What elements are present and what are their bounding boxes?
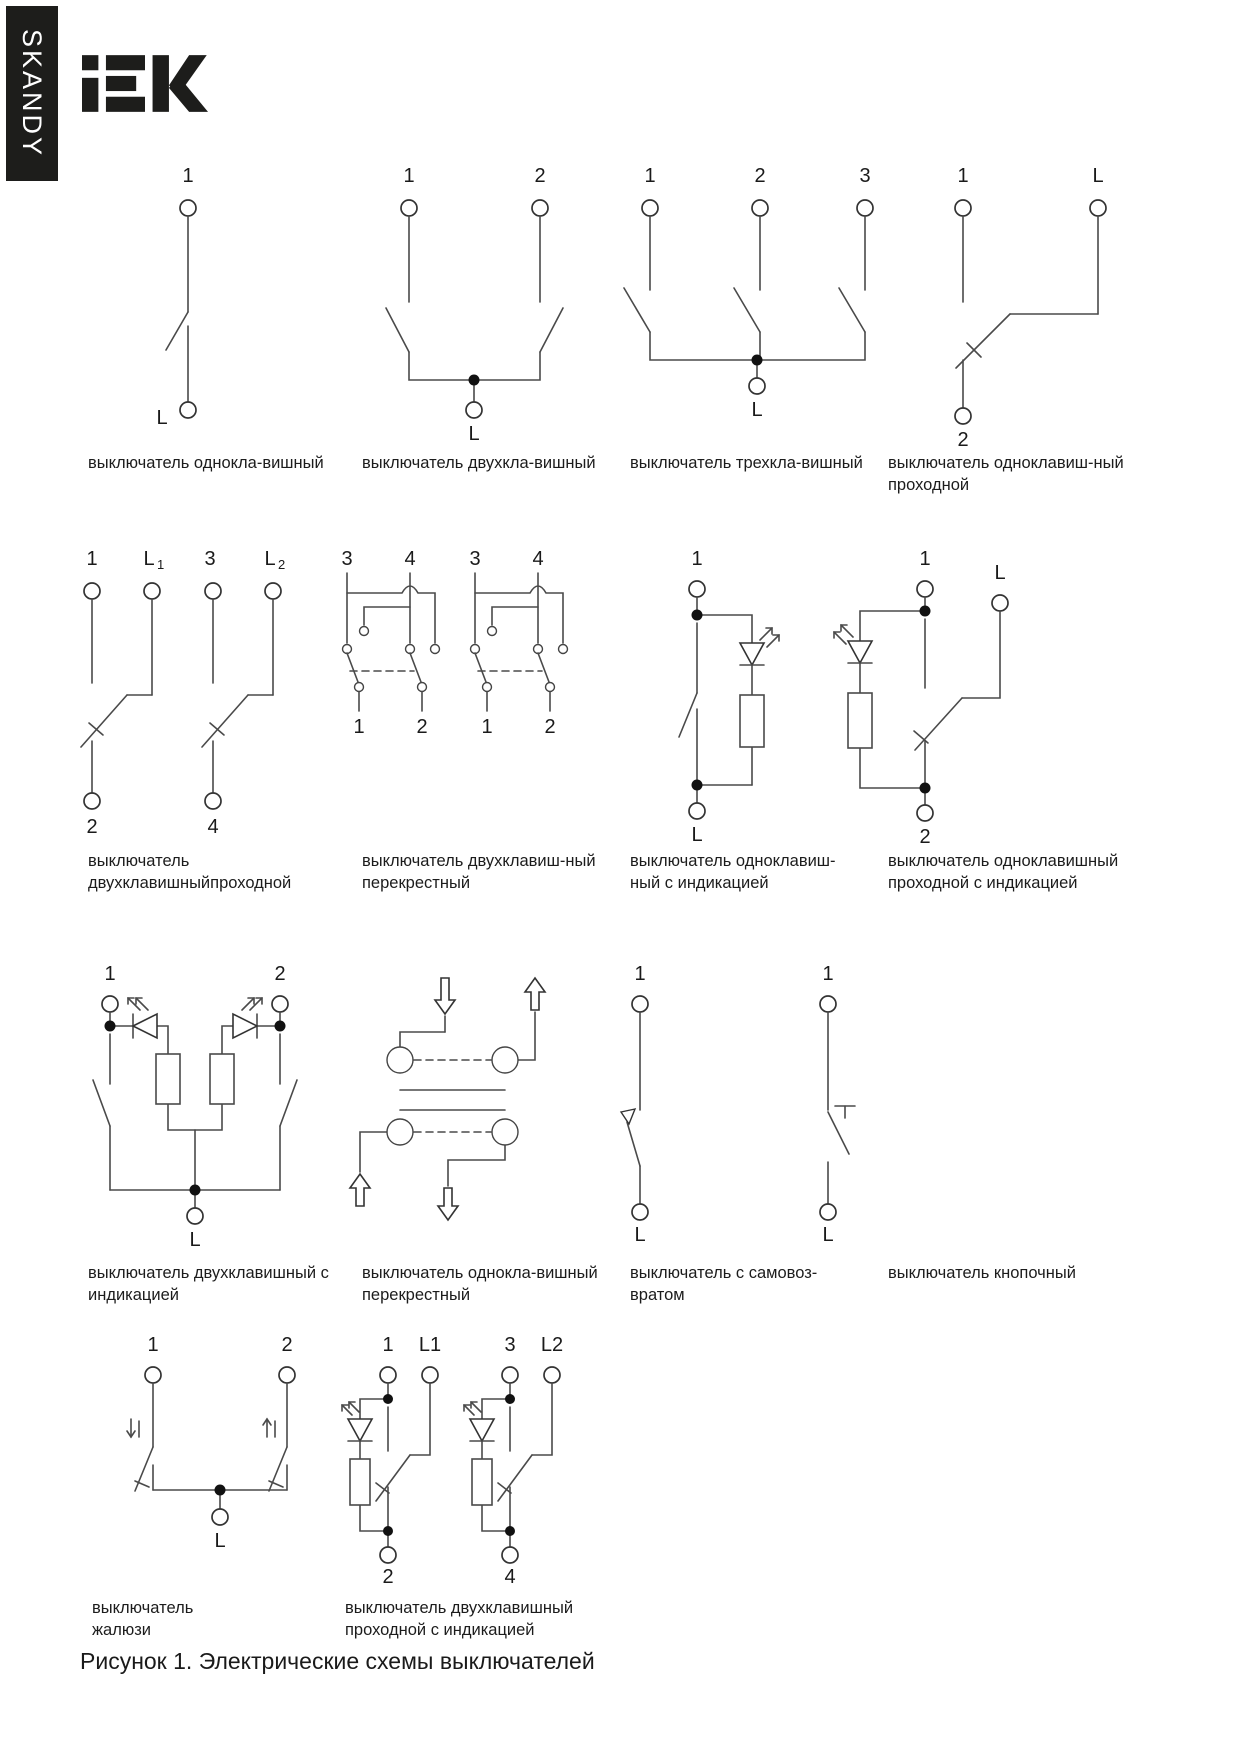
caption-two-gang-passthrough: выключатель двухклавишныйпроходной bbox=[88, 852, 292, 892]
schematic-one-gang-crossover bbox=[330, 960, 570, 1230]
wires bbox=[93, 1012, 297, 1208]
terminal-label: L bbox=[264, 548, 276, 570]
terminal-label-sub: 2 bbox=[278, 557, 286, 572]
terminal-label: 2 bbox=[534, 165, 546, 187]
wires bbox=[860, 597, 1000, 805]
schematic-three-gang bbox=[618, 162, 888, 457]
caption-one-gang-passthrough: выключатель одноклавиш-ный проходной bbox=[888, 454, 1124, 494]
schematic-blinds bbox=[95, 1335, 325, 1560]
terminal-label: 1 bbox=[634, 963, 646, 985]
figure-caption: Рисунок 1. Электрические схемы выключателей bbox=[80, 1648, 595, 1674]
terminal-label: L bbox=[189, 1229, 201, 1251]
terminal-label: L bbox=[143, 548, 155, 570]
terminal-label: 2 bbox=[754, 165, 766, 187]
terminal-label: 1 bbox=[822, 963, 834, 985]
wires bbox=[627, 1012, 640, 1204]
schematic-one-gang bbox=[128, 162, 248, 452]
caption-two-gang-crossover: выключатель двухклавиш-ный перекрестный bbox=[362, 852, 596, 892]
terminal-label: 1 bbox=[353, 716, 365, 738]
schematic-two-gang-indicator bbox=[78, 960, 313, 1255]
wires bbox=[360, 1012, 535, 1186]
terminal-label: L1 bbox=[418, 1335, 442, 1356]
caption-three-gang: выключатель трехкла-вишный bbox=[630, 454, 863, 472]
schematic-one-gang-passthrough bbox=[930, 162, 1125, 457]
terminal-label: 4 bbox=[207, 816, 219, 838]
terminal-label: 2 bbox=[957, 429, 969, 451]
terminal-label: 3 bbox=[504, 1335, 516, 1356]
terminal-label: 2 bbox=[281, 1335, 293, 1356]
wires bbox=[81, 599, 273, 793]
terminal-label: 1 bbox=[382, 1335, 394, 1356]
terminal-label: 1 bbox=[86, 548, 98, 570]
terminal-label: 1 bbox=[147, 1335, 159, 1356]
schematic-one-gang-indicator bbox=[612, 545, 787, 850]
terminal-label: 1 bbox=[104, 963, 116, 985]
terminal-label: 3 bbox=[859, 165, 871, 187]
brand-vertical-text: SKANDY bbox=[17, 28, 47, 159]
terminal-label: 2 bbox=[544, 716, 556, 738]
wires bbox=[386, 216, 563, 402]
led-emission-arrows bbox=[342, 1402, 359, 1415]
schematic-pushbutton bbox=[775, 960, 885, 1250]
led-emission-arrows bbox=[128, 998, 262, 1010]
terminal-label: 4 bbox=[532, 548, 544, 570]
iek-logo bbox=[82, 55, 208, 112]
terminal-label: L bbox=[156, 407, 168, 429]
terminal-label: L2 bbox=[540, 1335, 564, 1356]
caption-pushbutton: выключатель кнопочный bbox=[888, 1264, 1076, 1282]
wires bbox=[624, 216, 865, 378]
schematic-two-gang-passthrough-indicator bbox=[330, 1335, 590, 1595]
terminal-label: 3 bbox=[341, 548, 353, 570]
caption-one-gang: выключатель однокла-вишный bbox=[88, 454, 324, 472]
terminal-label: 2 bbox=[382, 1566, 394, 1588]
terminal-label: 2 bbox=[274, 963, 286, 985]
terminal-label: L bbox=[691, 824, 703, 846]
caption-two-gang-passthrough-indicator: выключатель двухклавишный проходной с индикацией bbox=[345, 1599, 574, 1639]
wires bbox=[135, 1383, 287, 1509]
terminal-label: L bbox=[214, 1530, 226, 1552]
wires bbox=[956, 216, 1098, 408]
terminal-label: 4 bbox=[404, 548, 416, 570]
terminal-label: 1 bbox=[957, 165, 969, 187]
terminal-label: 1 bbox=[403, 165, 415, 187]
passthrough-indicator-unit bbox=[342, 1335, 441, 1588]
terminal-label: 1 bbox=[644, 165, 656, 187]
terminal-label-sub: 1 bbox=[157, 557, 165, 572]
caption-one-gang-crossover: выключатель однокла-вишный перекрестный bbox=[362, 1264, 598, 1304]
terminal-label: 3 bbox=[469, 548, 481, 570]
terminal-label: 3 bbox=[204, 548, 216, 570]
caption-two-gang: выключатель двухкла-вишный bbox=[362, 454, 596, 472]
schematic-two-gang-crossover bbox=[330, 545, 575, 755]
crossover-unit bbox=[341, 548, 439, 738]
terminal-label: L bbox=[994, 562, 1006, 584]
schematic-two-gang bbox=[378, 162, 573, 457]
blinds-direction-marks bbox=[127, 1419, 275, 1437]
schematic-one-gang-passthrough-indicator bbox=[830, 545, 1035, 850]
caption-blinds: выключатель жалюзи bbox=[92, 1599, 194, 1639]
terminal-label: 4 bbox=[504, 1566, 516, 1588]
terminal-label: L bbox=[1092, 165, 1104, 187]
terminal-label: 2 bbox=[416, 716, 428, 738]
caption-momentary: выключатель с самовоз- вратом bbox=[630, 1264, 818, 1304]
wires bbox=[828, 1012, 855, 1204]
terminal-label: 1 bbox=[691, 548, 703, 570]
iek-logo-glyphs bbox=[82, 55, 208, 112]
terminal-label: 1 bbox=[919, 548, 931, 570]
terminal-label: 2 bbox=[919, 826, 931, 848]
terminal-label: 2 bbox=[86, 816, 98, 838]
terminal-label: L bbox=[468, 423, 480, 445]
terminal-label: L bbox=[751, 399, 763, 421]
crossover-unit bbox=[469, 548, 567, 738]
caption-one-gang-indicator: выключатель одноклавиш- ный с индикацией bbox=[630, 852, 836, 892]
schematic-momentary bbox=[585, 960, 695, 1250]
terminal-label: L bbox=[634, 1224, 646, 1246]
schematic-two-gang-passthrough bbox=[65, 545, 300, 840]
wires bbox=[166, 216, 188, 402]
terminal-label: 1 bbox=[182, 165, 194, 187]
passthrough-indicator-unit bbox=[464, 1335, 563, 1588]
caption-two-gang-indicator: выключатель двухклавишный с индикацией bbox=[88, 1264, 329, 1304]
terminal-label: 1 bbox=[481, 716, 493, 738]
caption-one-gang-passthrough-indicator: выключатель одноклавишный проходной с индикацией bbox=[888, 852, 1119, 892]
terminal-label: L bbox=[822, 1224, 834, 1246]
led-emission-arrows bbox=[464, 1402, 481, 1415]
